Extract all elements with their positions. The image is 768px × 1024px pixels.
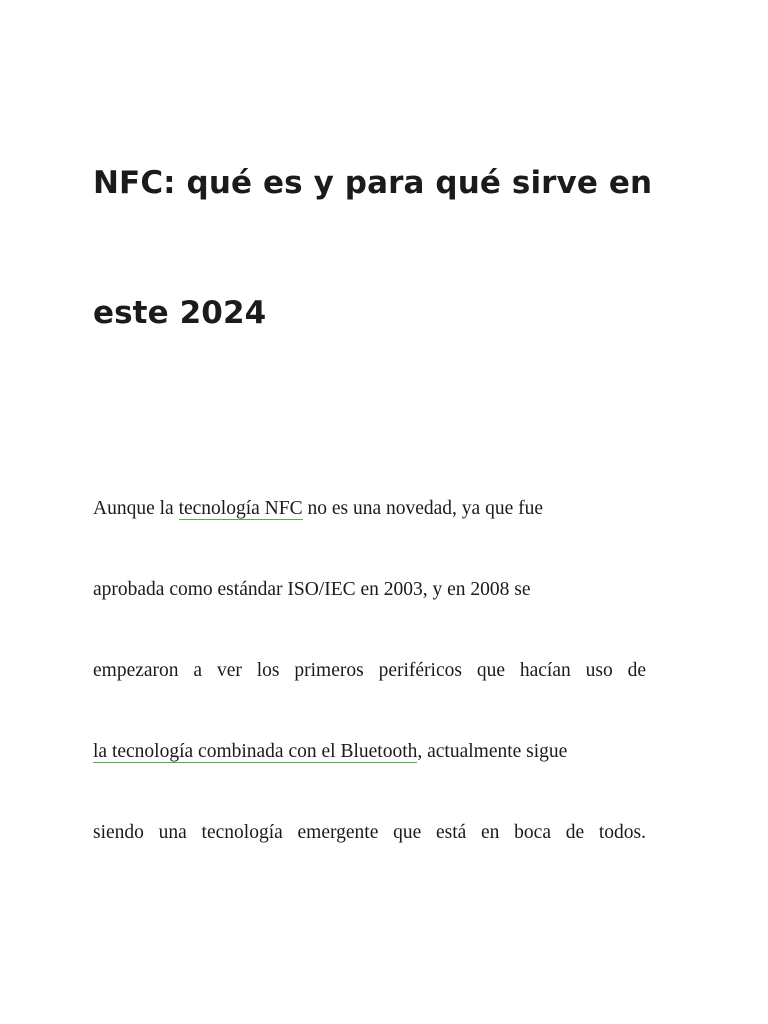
paragraph-line-5: siendo una tecnología emergente que está en boca de todos. [93, 822, 646, 843]
article-title-line-2: este 2024 [93, 295, 267, 331]
paragraph-text: Aunque la [93, 498, 179, 519]
paragraph-line-2: aprobada como estándar ISO/IEC en 2003, y en 2008 se [93, 579, 531, 600]
paragraph-line-1 [93, 498, 543, 520]
link-tecnologia-bluetooth[interactable]: la tecnología combinada con el Bluetooth [93, 741, 418, 762]
paragraph-text: , actualmente sigue [417, 741, 568, 762]
paragraph-line-3: empezaron a ver los primeros periféricos que hacían uso de [93, 660, 646, 681]
paragraph-text: no es una novedad, ya que fue [302, 498, 544, 519]
link-tecnologia-nfc[interactable]: tecnología NFC [178, 498, 303, 519]
paragraph-line-4 [93, 741, 655, 763]
article-title-line-1: NFC: qué es y para qué sirve en [93, 165, 653, 201]
